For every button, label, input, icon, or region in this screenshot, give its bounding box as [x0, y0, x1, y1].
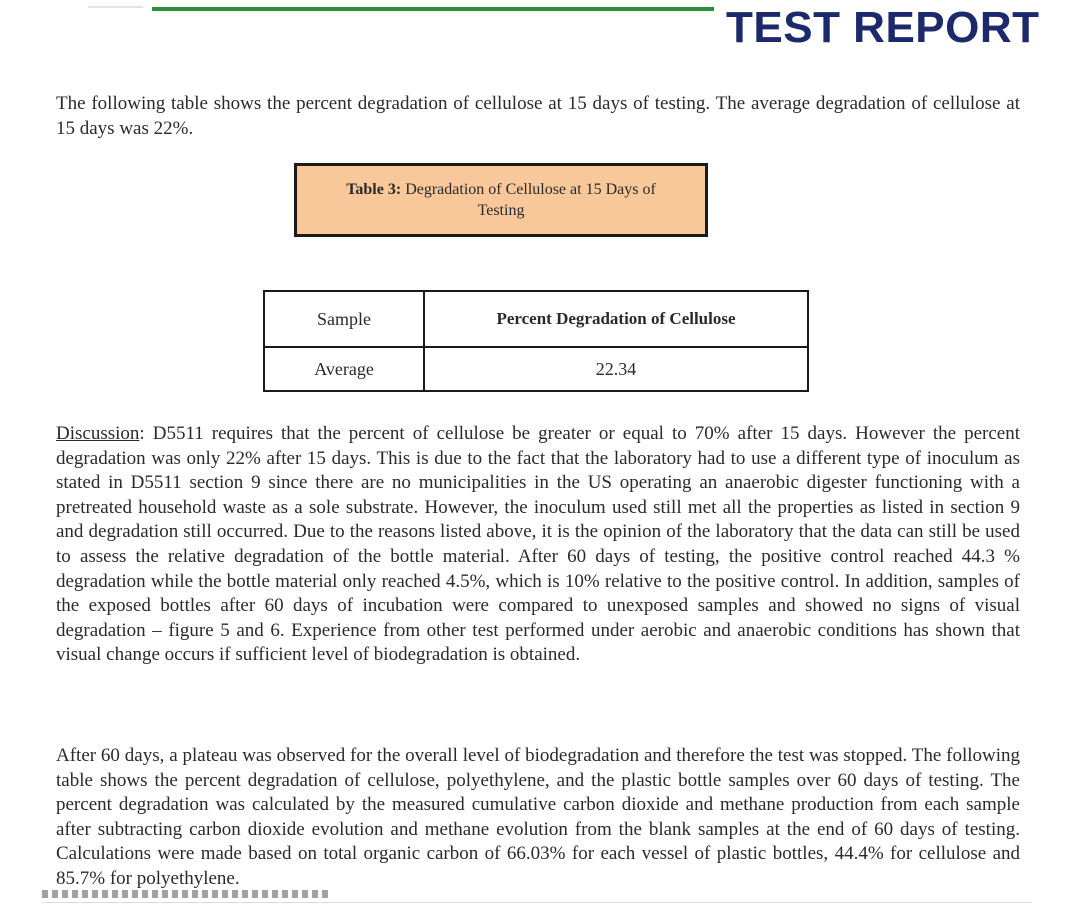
header-green-rule — [152, 7, 714, 11]
table-cell-sample: Average — [264, 347, 424, 391]
after60-paragraph: After 60 days, a plateau was observed for the overall level of biodegradation and therefore the test was stopped. The following table shows the percent degradation of cellulose, polyethylene, and the plastic bottle samples over 60 days of testing. The percent degradation was calculated by the measured cumulative carbon dioxide and methane production from each sample after subtracting carbon dioxide evolution and methane evolution from the blank samples at the end of 60 days of testing. Calculations were made based on total organic carbon of 66.03% for each vessel of plastic bottles, 44.4% for cellulose and 85.7% for polyethylene. — [56, 745, 1020, 889]
table-caption-text: Degradation of Cellulose at 15 Days of Testing — [401, 181, 656, 219]
discussion-text: : D5511 requires that the percent of cellulose be greater or equal to 70% after 15 days. However the percent degradation was only 22% after 15 days. This is due to the fact that the laboratory had to use a different type of inoculum as stated in D5511 section 9 since there are no municipalities in the US operating an anaerobic digester functioning with a pretreated household waste as a sole substrate. However, the inoculum used still met all the properties as listed in section 9 and degradation still occurred. Due to the reasons listed above, it is the opinion of the laboratory that the data can still be used to assess the relative degradation of the bottle material. After 60 days of testing, the positive control reached 44.3 % degradation while the bottle material only reached 4.5%, which is 10% relative to the positive control. In addition, samples of the exposed bottles after 60 days of incubation were compared to unexposed samples and showed no signs of visual degradation – figure 5 and 6. Experience from other test performed under aerobic and anaerobic conditions has shown that visual change occurs if sufficient level of biodegradation is obtained. — [56, 423, 1020, 666]
discussion-heading: Discussion — [56, 423, 140, 444]
table-cell-value: 22.34 — [424, 347, 808, 391]
table-header-percent: Percent Degradation of Cellulose — [424, 291, 808, 347]
footer-cropped-text — [42, 890, 332, 898]
table-row — [264, 347, 808, 391]
report-title: TEST REPORT — [726, 3, 1040, 52]
header-faint-line — [88, 6, 143, 8]
intro-paragraph: The following table shows the percent degradation of cellulose at 15 days of testing. The average degradation of cellulose at 15 days was 22%. — [56, 93, 1020, 139]
footer-divider — [42, 902, 1032, 903]
degradation-table — [263, 290, 809, 392]
table-header-row — [264, 291, 808, 347]
table-caption — [294, 163, 708, 237]
table-header-sample: Sample — [264, 291, 424, 347]
discussion-paragraph — [56, 422, 1020, 668]
table-caption-label: Table 3: — [346, 181, 402, 198]
